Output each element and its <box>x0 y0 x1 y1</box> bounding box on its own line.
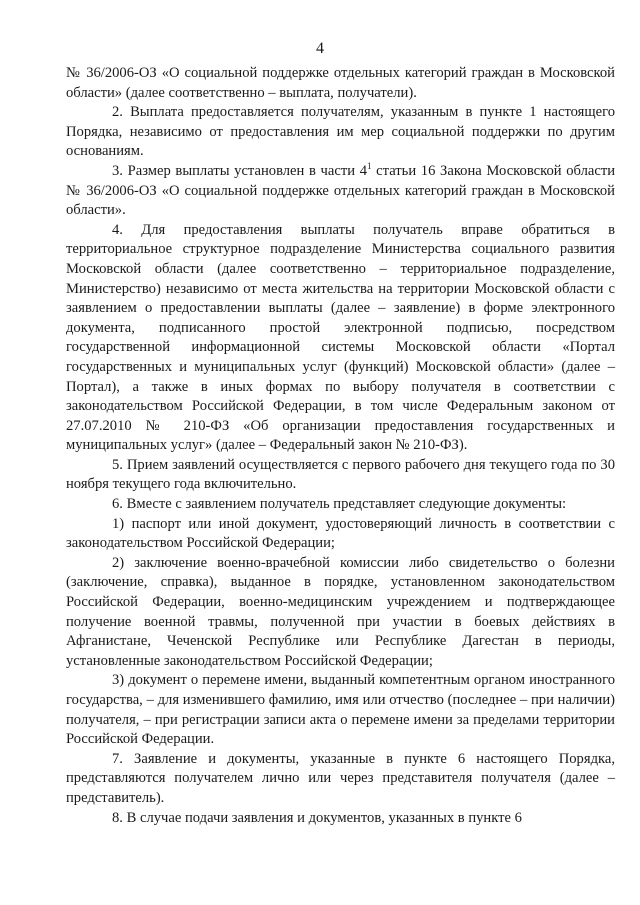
paragraph-3-text-cont: статьи 16 Закона Московской области № 36/2006-ОЗ «О социальной поддержке отдельных категорий граждан в Московской области». <box>66 162 616 219</box>
paragraph-3-text: 3. Размер выплаты установлен в части 4 <box>112 162 367 179</box>
paragraph-8: 8. В случае подачи заявления и документов, указанных в пункте 6 <box>112 809 522 826</box>
paragraph-5: 5. Прием заявлений осуществляется с первого рабочего дня текущего года по 30 ноября текущего года включительно. <box>66 456 615 493</box>
document-body <box>66 64 615 828</box>
superscript-index: 1 <box>367 160 372 171</box>
paragraph-3 <box>66 162 615 221</box>
paragraph-2: 2. Выплата предоставляется получателям, указанным в пункте 1 настоящего Порядка, независимо от предоставления им мер социальной поддержки по другим основаниям. <box>66 104 615 160</box>
paragraph-6-item-2: 2) заключение военно-врачебной комиссии либо свидетельство о болезни (заключение, справка), выданное в порядке, установленном законодательством Российской Федерации, военно-медицинским учреждением и подтверждающее получение военной травмы, полученной при участии в боевых действиях в Афганистане, Чеченской Республике или Республике Дагестан в периоды, установленные законодательством Российской Федерации; <box>66 554 615 669</box>
page-number: 4 <box>316 40 324 57</box>
paragraph-6-item-1: 1) паспорт или иной документ, удостоверяющий личность в соответствии с законодательством Российской Федерации; <box>66 515 615 552</box>
paragraph-continuation: № 36/2006-ОЗ «О социальной поддержке отдельных категорий граждан в Московской области» (далее соответственно – выплата, получатели). <box>66 65 615 101</box>
paragraph-6: 6. Вместе с заявлением получатель представляет следующие документы: <box>112 496 567 513</box>
paragraph-7: 7. Заявление и документы, указанные в пункте 6 настоящего Порядка, представляются получателем лично или через представителя получателя (далее – представитель). <box>66 750 615 806</box>
paragraph-6-item-3: 3) документ о перемене имени, выданный компетентным органом иностранного государства, – для изменившего фамилию, имя или отчество (последнее – при наличии) получателя, – при регистрации записи акта о перемене имени за пределами территории Российской Федерации. <box>66 672 615 748</box>
paragraph-4: 4. Для предоставления выплаты получатель вправе обратиться в территориальное структурное подразделение Министерства социального развития Московской области (далее соответственно – территориальное подразделение, Министерство) независимо от места жительства на территории Московской области с заявлением о предоставлении выплаты (далее – заявление) в форме электронного документа, подписанного простой электронной подписью, посредством государственной информационной системы Московской области «Портал государственных и муниципальных услуг (функций) Московской области» (далее – Портал), а также в иных формах по выбору получателя в соответствии с законодательством Российской Федерации, в том числе Федеральным законом от 27.07.2010 № 210-ФЗ «Об организации предоставления государственных и муниципальных услуг» (далее – Федеральный закон № 210-ФЗ). <box>66 221 615 454</box>
